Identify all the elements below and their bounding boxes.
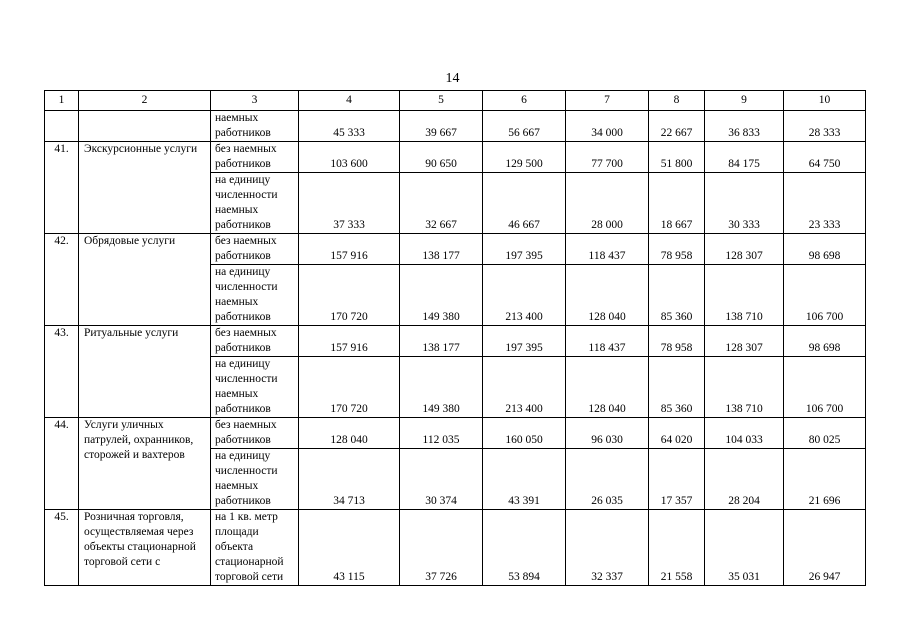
service-name — [79, 111, 211, 142]
value-cell: 96 030 — [566, 418, 649, 449]
value-cell: 98 698 — [784, 234, 866, 265]
value-cell: 37 726 — [400, 510, 483, 586]
value-cell: 39 667 — [400, 111, 483, 142]
header-cell: 5 — [400, 91, 483, 111]
value-cell: 106 700 — [784, 357, 866, 418]
value-cell: 170 720 — [299, 265, 400, 326]
value-cell: 17 357 — [649, 449, 705, 510]
header-cell: 8 — [649, 91, 705, 111]
value-cell: 43 391 — [483, 449, 566, 510]
value-cell: 129 500 — [483, 142, 566, 173]
table-row — [45, 111, 866, 142]
header-cell: 6 — [483, 91, 566, 111]
header-cell: 7 — [566, 91, 649, 111]
value-cell: 64 020 — [649, 418, 705, 449]
service-name: Розничная торговля, осуществляемая через объекты стационарной торговой сети с — [79, 510, 211, 586]
value-cell: 77 700 — [566, 142, 649, 173]
value-cell: 128 040 — [299, 418, 400, 449]
indicator-cell: на единицу численности наемных работников — [211, 449, 299, 510]
header-cell: 4 — [299, 91, 400, 111]
value-cell: 128 040 — [566, 265, 649, 326]
value-cell: 36 833 — [705, 111, 784, 142]
value-cell: 157 916 — [299, 326, 400, 357]
value-cell: 138 710 — [705, 265, 784, 326]
value-cell: 103 600 — [299, 142, 400, 173]
value-cell: 149 380 — [400, 265, 483, 326]
value-cell: 51 800 — [649, 142, 705, 173]
row-number: 45. — [45, 510, 79, 586]
table-row — [45, 326, 866, 357]
value-cell: 35 031 — [705, 510, 784, 586]
value-cell: 138 177 — [400, 326, 483, 357]
value-cell: 128 307 — [705, 326, 784, 357]
service-name: Ритуальные услуги — [79, 326, 211, 418]
header-cell: 1 — [45, 91, 79, 111]
value-cell: 160 050 — [483, 418, 566, 449]
value-cell: 18 667 — [649, 173, 705, 234]
header-cell: 10 — [784, 91, 866, 111]
indicator-cell: на единицу численности наемных работников — [211, 173, 299, 234]
value-cell: 78 958 — [649, 326, 705, 357]
service-name: Услуги уличных патрулей, охранников, сторожей и вахтеров — [79, 418, 211, 510]
value-cell: 80 025 — [784, 418, 866, 449]
value-cell: 43 115 — [299, 510, 400, 586]
header-cell: 9 — [705, 91, 784, 111]
tariff-table — [44, 90, 866, 586]
row-number: 42. — [45, 234, 79, 326]
value-cell: 26 035 — [566, 449, 649, 510]
value-cell: 104 033 — [705, 418, 784, 449]
value-cell: 138 177 — [400, 234, 483, 265]
row-number: 43. — [45, 326, 79, 418]
table-row — [45, 510, 866, 586]
indicator-cell: наемных работников — [211, 111, 299, 142]
value-cell: 22 667 — [649, 111, 705, 142]
value-cell: 128 307 — [705, 234, 784, 265]
value-cell: 34 713 — [299, 449, 400, 510]
service-name: Экскурсионные услуги — [79, 142, 211, 234]
value-cell: 112 035 — [400, 418, 483, 449]
table-row — [45, 234, 866, 265]
indicator-cell: без наемных работников — [211, 234, 299, 265]
header-row — [45, 91, 866, 111]
indicator-cell: на единицу численности наемных работников — [211, 357, 299, 418]
value-cell: 32 667 — [400, 173, 483, 234]
value-cell: 30 374 — [400, 449, 483, 510]
value-cell: 85 360 — [649, 265, 705, 326]
indicator-cell: на единицу численности наемных работников — [211, 265, 299, 326]
value-cell: 32 337 — [566, 510, 649, 586]
value-cell: 78 958 — [649, 234, 705, 265]
value-cell: 30 333 — [705, 173, 784, 234]
value-cell: 64 750 — [784, 142, 866, 173]
value-cell: 213 400 — [483, 357, 566, 418]
value-cell: 197 395 — [483, 234, 566, 265]
service-name: Обрядовые услуги — [79, 234, 211, 326]
value-cell: 26 947 — [784, 510, 866, 586]
value-cell: 98 698 — [784, 326, 866, 357]
value-cell: 106 700 — [784, 265, 866, 326]
indicator-cell: на 1 кв. метр площади объекта стационарной торговой сети — [211, 510, 299, 586]
row-number — [45, 111, 79, 142]
value-cell: 21 558 — [649, 510, 705, 586]
value-cell: 28 204 — [705, 449, 784, 510]
value-cell: 197 395 — [483, 326, 566, 357]
value-cell: 45 333 — [299, 111, 400, 142]
value-cell: 170 720 — [299, 357, 400, 418]
value-cell: 23 333 — [784, 173, 866, 234]
value-cell: 28 333 — [784, 111, 866, 142]
value-cell: 128 040 — [566, 357, 649, 418]
indicator-cell: без наемных работников — [211, 142, 299, 173]
value-cell: 118 437 — [566, 326, 649, 357]
table-row — [45, 142, 866, 173]
value-cell: 56 667 — [483, 111, 566, 142]
value-cell: 85 360 — [649, 357, 705, 418]
value-cell: 138 710 — [705, 357, 784, 418]
table-row — [45, 418, 866, 449]
value-cell: 157 916 — [299, 234, 400, 265]
value-cell: 34 000 — [566, 111, 649, 142]
value-cell: 90 650 — [400, 142, 483, 173]
value-cell: 118 437 — [566, 234, 649, 265]
value-cell: 84 175 — [705, 142, 784, 173]
header-cell: 3 — [211, 91, 299, 111]
value-cell: 46 667 — [483, 173, 566, 234]
row-number: 44. — [45, 418, 79, 510]
page-number: 14 — [445, 71, 460, 86]
value-cell: 21 696 — [784, 449, 866, 510]
indicator-cell: без наемных работников — [211, 326, 299, 357]
value-cell: 53 894 — [483, 510, 566, 586]
value-cell: 28 000 — [566, 173, 649, 234]
value-cell: 213 400 — [483, 265, 566, 326]
value-cell: 37 333 — [299, 173, 400, 234]
row-number: 41. — [45, 142, 79, 234]
header-cell: 2 — [79, 91, 211, 111]
indicator-cell: без наемных работников — [211, 418, 299, 449]
value-cell: 149 380 — [400, 357, 483, 418]
